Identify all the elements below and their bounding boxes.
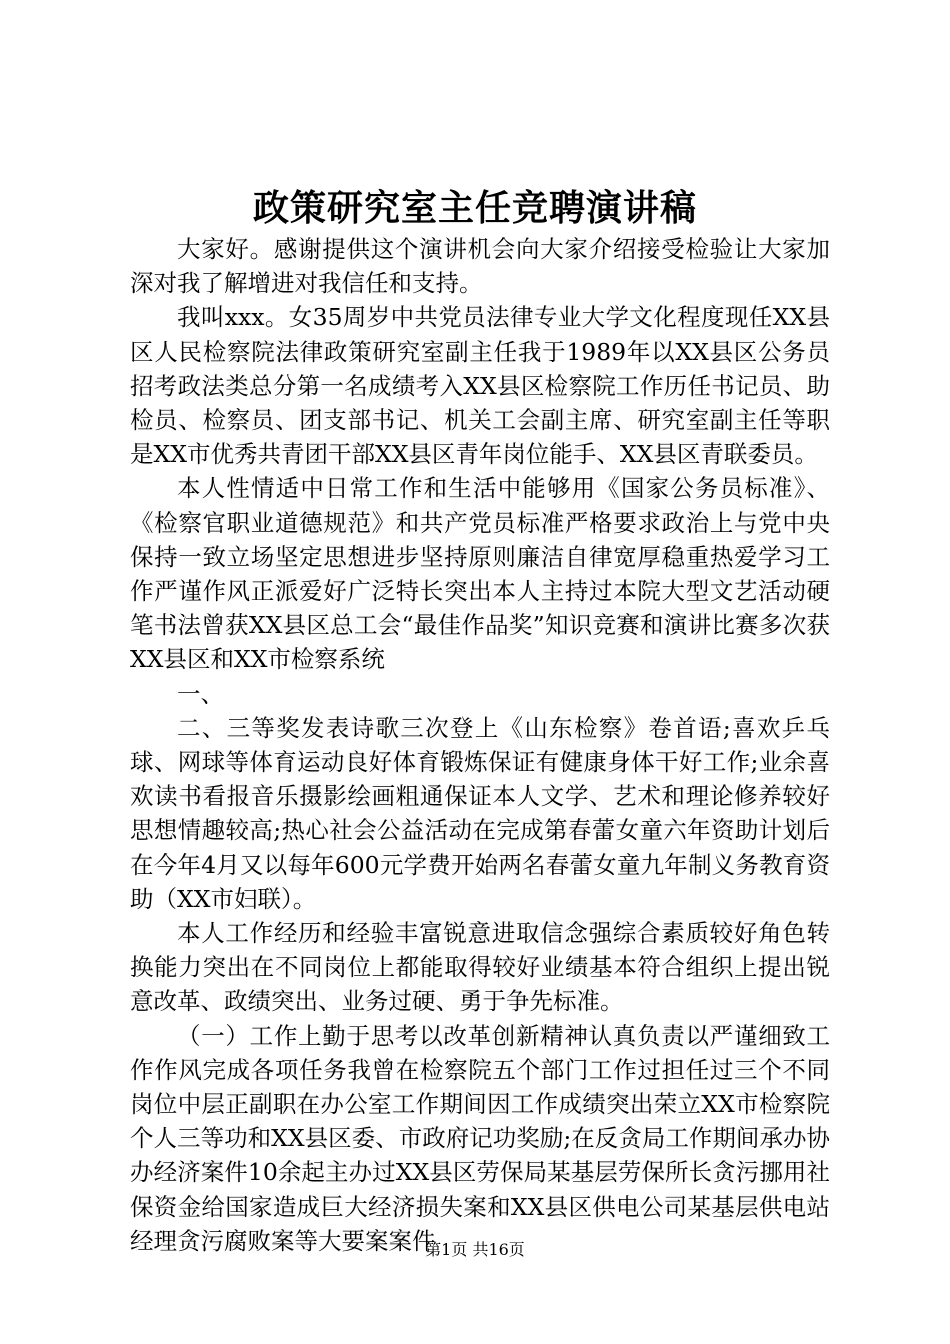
paragraph-greeting: 大家好。感谢提供这个演讲机会向大家介绍接受检验让大家加深对我了解增进对我信任和支持。: [130, 235, 830, 298]
paragraph-character: 本人性情适中日常工作和生活中能够用《国家公务员标准》、《检察官职业道德规范》和共产党员标准严格要求政治上与党中央保持一致立场坚定思想进步坚持原则廉洁自律宽厚稳重热爱学习工作严谨作风正派爱好广泛特长突出本人主持过本院大型文艺活动硬笔书法曾获XX县区总工会“最佳作品奖”知识竞赛和演讲比赛多次获XX县区和XX市检察系统: [130, 474, 830, 674]
paragraph-awards-hobbies: 二、三等奖发表诗歌三次登上《山东检察》卷首语;喜欢乒乓球、网球等体育运动良好体育锻炼保证有健康身体干好工作;业余喜欢读书看报音乐摄影绘画粗通保证本人文学、艺术和理论修养较好思想情趣较高;热心社会公益活动在完成第春蕾女童六年资助计划后在今年4月又以每年600元学费开始两名春蕾女童九年制义务教育资助（XX市妇联）。: [130, 713, 830, 913]
page-number-footer: 第1页 共16页: [425, 1240, 525, 1259]
paragraph-work-section-one: （一）工作上勤于思考以改革创新精神认真负责以严谨细致工作作风完成各项任务我曾在检察院五个部门工作过担任过三个不同岗位中层正副职在办公室工作期间因工作成绩突出荣立XX市检察院个人三等功和XX县区委、市政府记功奖励;在反贪局工作期间承办协办经济案件10余起主办过XX县区劳保局某基层劳保所长贪污挪用社保资金给国家造成巨大经济损失案和XX县区供电公司某基层供电站经理贪污腐败案等大要案案件: [130, 1021, 830, 1255]
paragraph-introduction: 我叫xxx。女35周岁中共党员法律专业大学文化程度现任XX县区人民检察院法律政策研究室副主任我于1989年以XX县区公务员招考政法类总分第一名成绩考入XX县区检察院工作历任书记员、助检员、检察员、团支部书记、机关工会副主席、研究室副主任等职是XX市优秀共青团干部XX县区青年岗位能手、XX县区青联委员。: [130, 303, 830, 469]
document-body: [130, 232, 830, 1258]
paragraph-list-marker: 一、: [177, 679, 224, 708]
paragraph-experience: 本人工作经历和经验丰富锐意进取信念强综合素质较好角色转换能力突出在不同岗位上都能取得较好业绩基本符合组织上提出锐意改革、政绩突出、业务过硬、勇于争先标准。: [130, 919, 830, 1016]
document-title: 政策研究室主任竞聘演讲稿: [252, 187, 697, 229]
